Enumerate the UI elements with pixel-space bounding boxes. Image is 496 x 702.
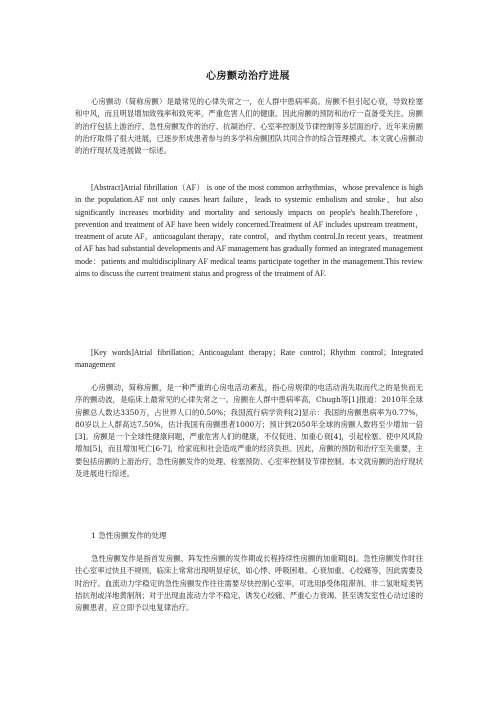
- abstract-english: [Abstract]Atrial fibrillation（AF） is one of the most common arrhythmias，whose prevalence is high in the population.AF not only causes heart failure，leads to systemic embolism and stroke，but also significantly increases morbidity and mortality and seriously impacts on people's health.Therefore，prevention and treatment of AF have been widely concerned.Treatment of AF includes upstream treatment，treatment of acute AF，anticoagulant therapy，rate control，and rhythm control.In recent years，treatment of AF has had substantial developments and AF management has gradually formed an integrated management mode：patients and multidisciplinary AF medical teams participate together in the management.This review aims to discuss the current treatment status and progress of the treatment of AF.: [75, 183, 423, 279]
- document-title: 心房颤动治疗进展: [206, 71, 290, 82]
- introduction-paragraph: 心房颤动，简称房颤，是一种严重的心房电活动紊乱，指心房规律的电活动消失取而代之的是快而无序的颤动波，是临床上最常见的心律失常之一。房颤在人群中患病率高，Chugh等[1]报道：2010年全球房颤总人数达3350万，占世界人口的0.50%；我国流行病学资料[2]显示：我国的房颤患病率为0.77%，80岁以上人群高达7.50%，估计我国有房颤患者1000万；预计到2050年全球的房颤人数将至少增加一倍[3]。房颤是一个全球性健康问题，严重危害人们的健康，不仅促进、加重心衰[4]，引起栓塞、使中风风险增加[5]，而且增加死亡[6-7]，给家庭和社会造成严重的经济负担。因此，房颤的预防和治疗至关重要，主要包括房颤的上游治疗，急性房颤发作的处理、栓塞预防、心室率控制及节律控制。本文就房颤的治疗现状及进展进行综述。: [75, 383, 423, 479]
- section-heading: 1 急性房颤发作的处理: [91, 531, 167, 540]
- keywords-english: [Key words]Atrial fibrillation；Anticoagulant therapy；Rate control；Rhythm control；Integrated management: [75, 348, 423, 370]
- abstract-chinese: 心房颤动（简称房颤）是最常见的心律失常之一，在人群中患病率高。房颤不但引起心衰，导致栓塞和中风，而且明显增加致残率和致死率，严重危害人们的健康。因此房颤的预防和治疗一直备受关注。房颤的治疗包括上游治疗、急性房颤发作的治疗、抗凝治疗、心室率控制及节律控制等多层面治疗。近年来房颤的治疗取得了很大进展，已逐步形成患者参与的多学科房颤团队共同合作的综合管理模式。本文就心房颤动的治疗现状及进展做一综述。: [75, 97, 423, 156]
- section-body-paragraph: 急性房颤发作是指首发房颤、阵发性房颤的发作期或长程持续性房颤的加重期[8]。急性房颤发作时往往心室率过快且不规则，临床上常常出现明显症状，如心悸、呼吸困难、心衰加重、心绞痛等，因此需要及时治疗。血流动力学稳定的急性房颤发作往往需要尽快控制心室率，可选用β受体阻滞剂、非二氢吡啶类钙拮抗剂或洋地黄制剂；对于出现血流动力学不稳定、诱发心绞痛、严重心力衰竭、甚至诱发室性心动过速的房颤患者，应立即予以电复律治疗。: [75, 554, 423, 613]
